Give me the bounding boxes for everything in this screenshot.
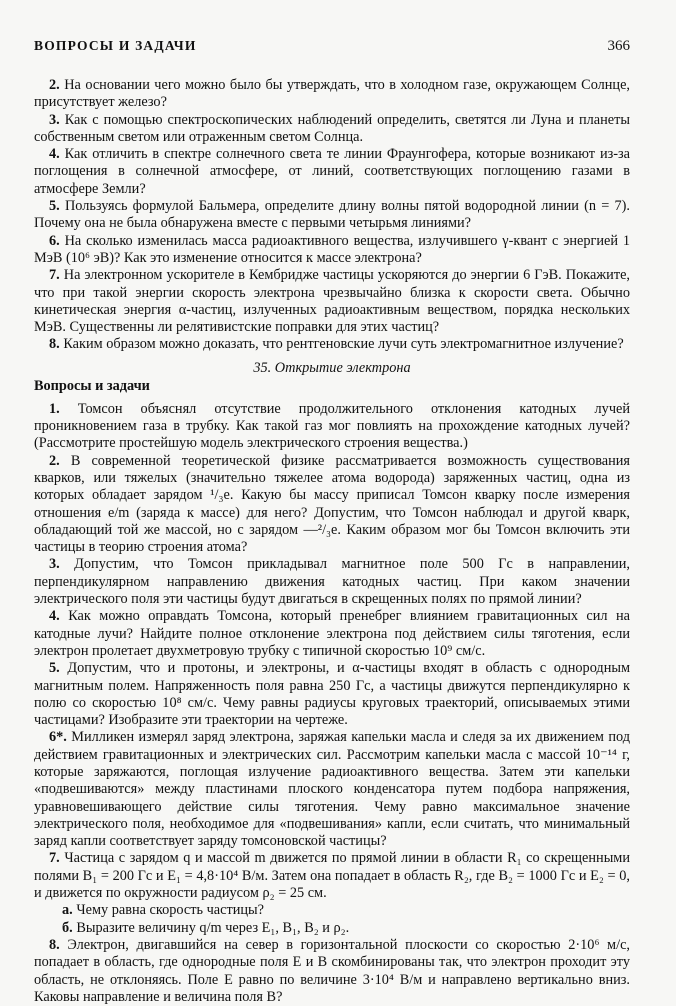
question-item bbox=[34, 729, 630, 850]
question-item bbox=[34, 608, 630, 660]
question-text: Пользуясь формулой Бальмера, определите длину волны пятой водородной линии (n = 7). Почему она не была обнаружена вместе с первыми четырьмя линиями? bbox=[34, 198, 630, 232]
question-item bbox=[34, 850, 630, 902]
question-text: На сколько изменилась масса радиоактивного вещества, излучившего γ-квант с энергией 1 МэВ (10⁶ эВ)? Как это изменение относится к массе электрона? bbox=[34, 232, 631, 266]
question-number: 4. bbox=[49, 608, 60, 625]
question-number: 8. bbox=[49, 336, 60, 353]
sub-question bbox=[34, 902, 630, 919]
question-number: 5. bbox=[49, 198, 60, 215]
question-text: Чему равна скорость частицы? bbox=[76, 902, 264, 919]
question-text: Томсон объяснял отсутствие продолжительного отклонения катодных лучей проникновением газа в трубку. Как такой газ мог повлиять на прохождение катодных лучей? (Рассмотрите простейшую модель электрического строения вещества.) bbox=[34, 400, 631, 452]
question-number: 3. bbox=[49, 111, 60, 128]
question-item bbox=[34, 556, 630, 608]
page-number: 366 bbox=[607, 38, 630, 54]
question-number: 3. bbox=[49, 556, 60, 573]
question-text: Каким образом можно доказать, что рентгеновские лучи суть электромагнитное излучение? bbox=[63, 336, 624, 353]
question-item bbox=[34, 453, 630, 557]
question-number: 6. bbox=[49, 232, 60, 249]
question-number: 7. bbox=[49, 850, 60, 867]
question-number: 7. bbox=[49, 267, 60, 284]
question-item bbox=[34, 112, 630, 147]
question-text: Допустим, что Томсон прикладывал магнитное поле 500 Гс в направлении, перпендикулярном направлению движения катодных частиц. При каком значении электрического поля эти частицы будут двигаться в скрещенных полях по прямой линии? bbox=[34, 556, 630, 608]
question-text: В современной теоретической физике рассматривается возможность существования кварков, или тяжелых (значительно тяжелее атома водорода) заряженных частиц, одна из которых обладает зарядом ¹/₃e. Какую бы массу приписал Томсон кварку после измерения отношения e/m (заряда к массе) для него? Допустим, что Томсон наблюдал и другой кварк, обладающий той же массой, но с зарядом —²/₃e. Каким образом мог бы Томсон включить эти частицы в теорию строения атома? bbox=[34, 452, 630, 556]
question-item bbox=[34, 336, 630, 353]
question-text: На электронном ускорителе в Кембридже частицы ускоряются до энергии 6 ГэВ. Покажите, что при такой энергии скорость электрона чрезвычайно близка к скорости света. Обычно кинетическая энергия α-частиц, излученных радиоактивным веществом, порядка нескольких МэВ. Существенны ли релятивистские поправки для этих частиц? bbox=[34, 267, 630, 336]
question-text: Милликен измерял заряд электрона, заряжая капельки масла и следя за их движением под действием гравитационных и электрических сил. Рассмотрим капельки масла с массой 10⁻¹⁴ г, которые заряжаются, поглощая излучение радиоактивного вещества. Затем эти капельки «подвешиваются» между пластинами плоского конденсатора путем подбора напряжения, уравновешивающего действие силы тяготения. Чему равно максимальное значение электрического поля, необходимое для «подвешивания» капли, если считать, что минимальный заряд капли соответствует заряду томсоновской частицы? bbox=[34, 729, 631, 850]
running-head bbox=[34, 38, 630, 55]
question-text: Как можно оправдать Томсона, который пренебрег влиянием гравитационных сил на катодные лучи? Найдите полное отклонение электрона под действием силы тяготения, если электрон пролетает двухметровую трубку с типичной скоростью 10⁹ см/с. bbox=[34, 608, 631, 659]
question-item bbox=[34, 198, 630, 233]
question-number: б. bbox=[62, 919, 73, 936]
question-text: Электрон, двигавшийся на север в горизонтальной плоскости со скоростью 2·10⁶ м/с, попадает в область, где однородные поля E и B скомбинированы так, что электрон проходит эту область, не отклоняясь. Поле E равно по величине 3·10⁴ В/м и направлено вертикально вниз. Каковы направление и величина поля B? bbox=[34, 936, 630, 1005]
question-item bbox=[34, 77, 630, 112]
sub-question bbox=[34, 920, 630, 937]
question-item bbox=[34, 233, 630, 268]
question-number: 2. bbox=[49, 77, 60, 93]
question-number: 8. bbox=[49, 936, 60, 953]
question-item bbox=[34, 660, 630, 729]
question-item bbox=[34, 401, 630, 453]
question-text: Частица с зарядом q и массой m движется по прямой линии в области R₁ со скрещенными полями B₁ = 200 Гс и E₁ = 4,8·10⁴ В/м. Затем она попадает в область R₂, где B₂ = 1000 Гс и E₂ = 0, и движется по окружности радиусом ρ₂ = 25 см. bbox=[34, 850, 631, 902]
running-title: ВОПРОСЫ И ЗАДАЧИ bbox=[34, 38, 197, 53]
question-number: 4. bbox=[49, 146, 60, 163]
question-number: 2. bbox=[49, 452, 60, 469]
questions-block-previous-section bbox=[34, 77, 630, 354]
question-number: а. bbox=[62, 902, 73, 919]
question-text: На основании чего можно было бы утверждать, что в холодном газе, окружающем Солнце, присутствует железо? bbox=[34, 77, 631, 111]
question-number: 5. bbox=[49, 660, 60, 677]
sub-heading: Вопросы и задачи bbox=[34, 377, 150, 394]
question-item bbox=[34, 267, 630, 336]
question-text: Выразите величину q/m через E₁, B₁, B₂ и ρ₂. bbox=[76, 919, 350, 936]
question-text: Как отличить в спектре солнечного света те линии Фраунгофера, которые возникают из-за поглощения в солнечной атмосфере, от линий, соответствующих поглощению газами в атмосфере Земли? bbox=[34, 146, 630, 197]
question-number: 1. bbox=[49, 400, 60, 417]
question-text: Допустим, что и протоны, и электроны, и α-частицы входят в область с однородным магнитным полем. Напряженность поля равна 250 Гс, а частицы движутся перпендикулярно к полю со скоростью 10⁸ см/с. Чему равны радиусы круговых траекторий, описываемых этими частицами? Изобразите эти траектории на чертеже. bbox=[34, 660, 631, 729]
question-item bbox=[34, 937, 630, 1006]
question-text: Как с помощью спектроскопических наблюдений определить, светятся ли Луна и планеты собственным светом или отраженным светом Солнца. bbox=[34, 111, 631, 145]
questions-block-section-35 bbox=[34, 401, 630, 1006]
section-title: 35. Открытие электрона bbox=[253, 359, 411, 376]
question-item bbox=[34, 146, 630, 198]
question-number: 6*. bbox=[49, 729, 67, 746]
